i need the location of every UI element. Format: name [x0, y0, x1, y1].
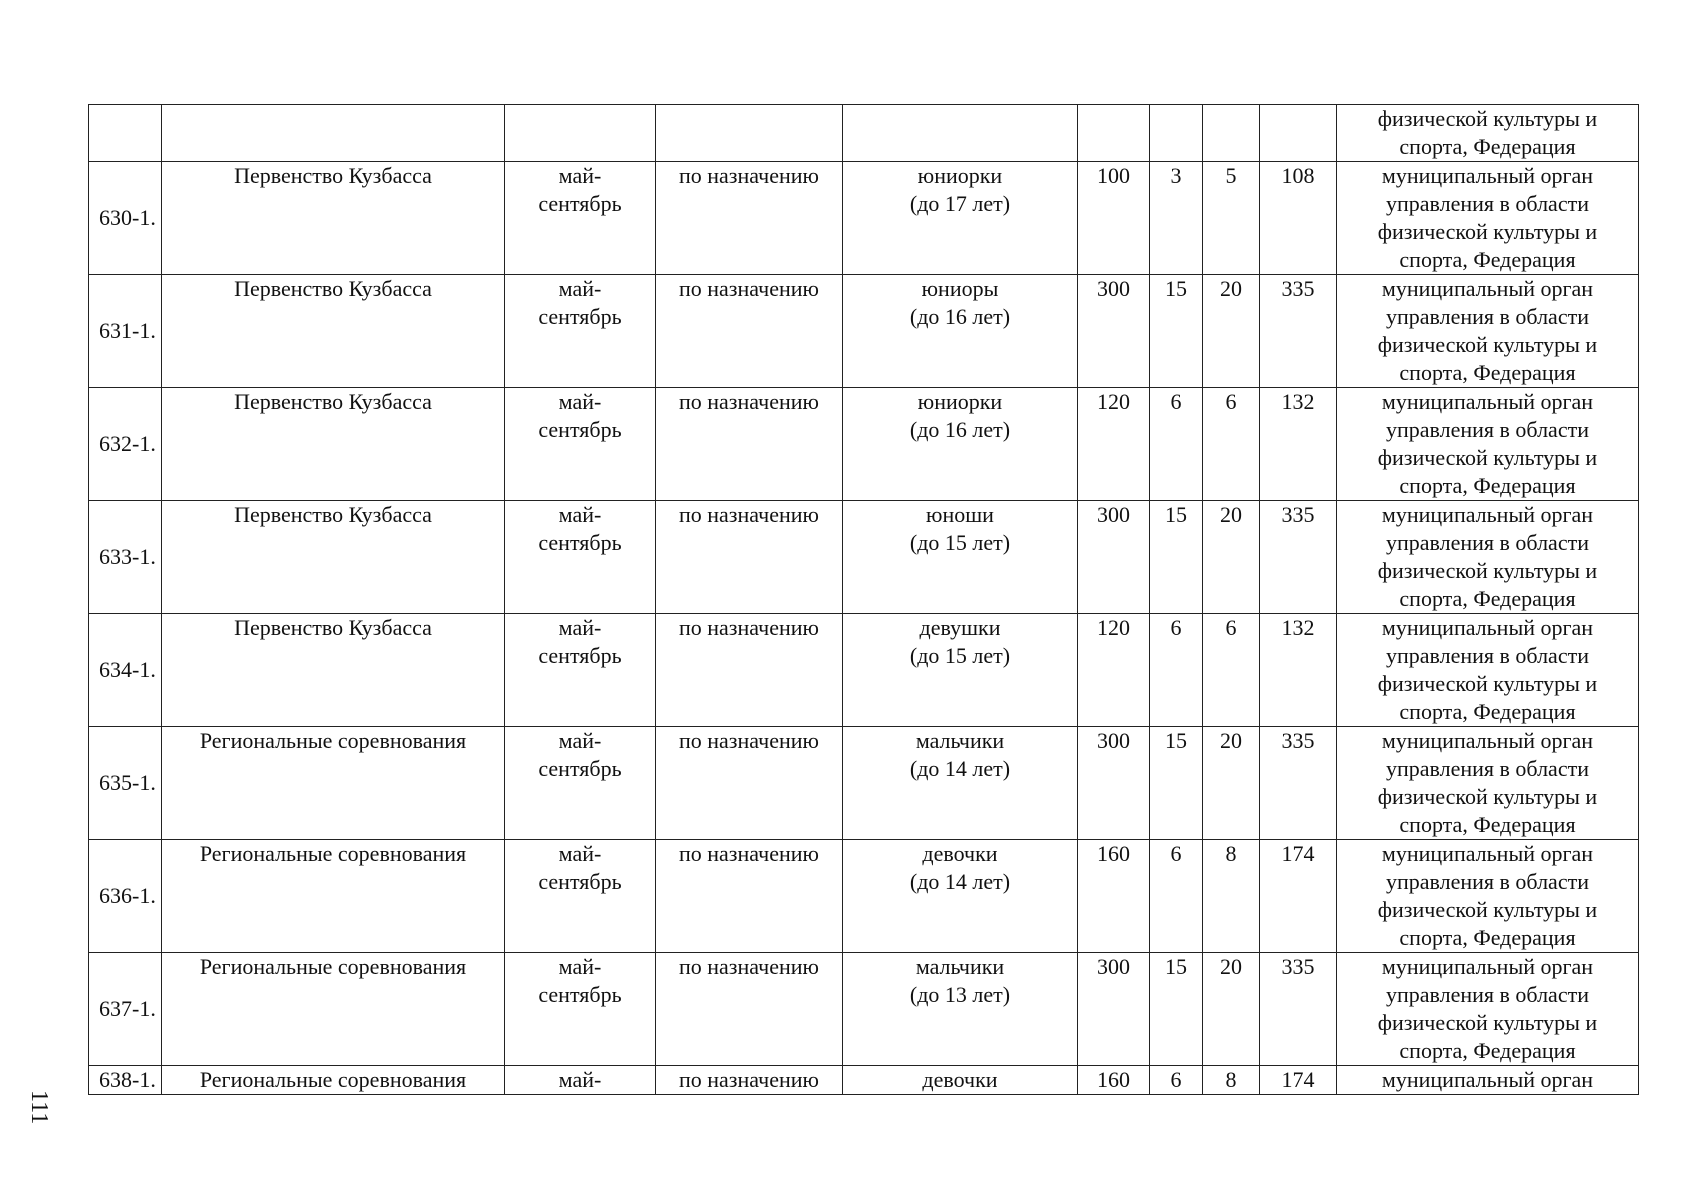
table-row: [89, 840, 1639, 953]
cell-line: юниорки: [917, 163, 1003, 188]
cell-n3: 20: [1203, 727, 1260, 840]
cell-line: управления в области: [1386, 191, 1589, 216]
cell-num: 636-1.: [89, 840, 162, 953]
cell-line: физической культуры и: [1377, 332, 1598, 357]
cell-n2: 15: [1150, 501, 1203, 614]
table-row: [89, 953, 1639, 1066]
cell-line: (до 13 лет): [909, 982, 1011, 1007]
cell-line: физической культуры и: [1377, 671, 1598, 696]
cell-name: Региональные соревнования: [162, 1066, 505, 1095]
cell-name: Первенство Кузбасса: [162, 162, 505, 275]
cell-num: 637-1.: [89, 953, 162, 1066]
document-table-wrapper: [88, 104, 1638, 1095]
cell-line: муниципальный орган: [1381, 163, 1594, 188]
cell-name: Первенство Кузбасса: [162, 275, 505, 388]
cell-n1: 300: [1078, 727, 1150, 840]
cell-num: 630-1.: [89, 162, 162, 275]
cell-dates: [505, 105, 656, 162]
cell-line: физической культуры и: [1377, 1010, 1598, 1035]
table-row: [89, 501, 1639, 614]
table-row-continuation: [89, 105, 1639, 162]
cell-line: управления в области: [1386, 869, 1589, 894]
cell-num: 632-1.: [89, 388, 162, 501]
page-number: 111: [26, 1090, 52, 1125]
cell-line: управления в области: [1386, 530, 1589, 555]
cell-line: май-: [558, 163, 602, 188]
cell-n1: 160: [1078, 1066, 1150, 1095]
cell-num: 635-1.: [89, 727, 162, 840]
cell-name: Первенство Кузбасса: [162, 388, 505, 501]
cell-line: спорта, Федерация: [1399, 1038, 1576, 1063]
cell-line: управления в области: [1386, 756, 1589, 781]
cell-organizer: [1337, 840, 1639, 953]
cell-line: (до 14 лет): [909, 756, 1011, 781]
cell-line: май-: [558, 728, 602, 753]
cell-n2: 15: [1150, 727, 1203, 840]
cell-name: Первенство Кузбасса: [162, 501, 505, 614]
cell-place: [656, 105, 843, 162]
cell-organizer: муниципальный орган: [1337, 1066, 1639, 1095]
cell-n2: [1150, 105, 1203, 162]
cell-line: сентябрь: [538, 417, 622, 442]
cell-n4: 174: [1260, 1066, 1337, 1095]
cell-line: спорта, Федерация: [1399, 925, 1576, 950]
cell-dates: [505, 727, 656, 840]
cell-n1: 120: [1078, 388, 1150, 501]
cell-name: Региональные соревнования: [162, 953, 505, 1066]
cell-line: физической культуры и: [1377, 897, 1598, 922]
cell-n3: 20: [1203, 953, 1260, 1066]
cell-num: 638-1.: [89, 1066, 162, 1095]
organizer-line: спорта, Федерация: [1399, 134, 1576, 159]
cell-line: (до 16 лет): [909, 417, 1011, 442]
cell-n4: [1260, 105, 1337, 162]
cell-line: физической культуры и: [1377, 558, 1598, 583]
cell-n1: 300: [1078, 953, 1150, 1066]
cell-dates: [505, 275, 656, 388]
cell-place: по назначению: [656, 501, 843, 614]
cell-n4: 108: [1260, 162, 1337, 275]
cell-n3: 8: [1203, 840, 1260, 953]
cell-line: (до 15 лет): [909, 530, 1011, 555]
cell-participants: [843, 727, 1078, 840]
cell-n2: 6: [1150, 1066, 1203, 1095]
cell-line: спорта, Федерация: [1399, 812, 1576, 837]
cell-place: по назначению: [656, 614, 843, 727]
cell-line: спорта, Федерация: [1399, 247, 1576, 272]
cell-n2: 15: [1150, 275, 1203, 388]
cell-n1: 160: [1078, 840, 1150, 953]
cell-n2: 3: [1150, 162, 1203, 275]
cell-line: май-: [558, 502, 602, 527]
table-row: [89, 275, 1639, 388]
cell-line: управления в области: [1386, 304, 1589, 329]
cell-n3: 8: [1203, 1066, 1260, 1095]
cell-n4: 335: [1260, 953, 1337, 1066]
cell-line: сентябрь: [538, 869, 622, 894]
cell-organizer: [1337, 614, 1639, 727]
cell-name: Первенство Кузбасса: [162, 614, 505, 727]
cell-participants: [843, 501, 1078, 614]
cell-line: муниципальный орган: [1381, 954, 1594, 979]
cell-line: муниципальный орган: [1381, 841, 1594, 866]
cell-line: муниципальный орган: [1381, 276, 1594, 301]
table-row: [89, 727, 1639, 840]
cell-organizer: [1337, 275, 1639, 388]
cell-place: по назначению: [656, 1066, 843, 1095]
table-row: [89, 614, 1639, 727]
cell-name: Региональные соревнования: [162, 727, 505, 840]
cell-participants: [843, 105, 1078, 162]
cell-line: сентябрь: [538, 756, 622, 781]
cell-line: (до 14 лет): [909, 869, 1011, 894]
cell-dates: [505, 162, 656, 275]
cell-line: девочки: [922, 841, 998, 866]
cell-line: муниципальный орган: [1381, 389, 1594, 414]
cell-n1: 100: [1078, 162, 1150, 275]
cell-n1: 300: [1078, 275, 1150, 388]
cell-line: май-: [558, 389, 602, 414]
cell-n3: 6: [1203, 614, 1260, 727]
cell-participants: [843, 275, 1078, 388]
cell-line: сентябрь: [538, 304, 622, 329]
cell-place: по назначению: [656, 388, 843, 501]
cell-line: сентябрь: [538, 191, 622, 216]
cell-line: девушки: [919, 615, 1001, 640]
cell-line: мальчики: [915, 954, 1005, 979]
cell-organizer: [1337, 162, 1639, 275]
cell-participants: [843, 162, 1078, 275]
table-row: [89, 388, 1639, 501]
cell-n3: 6: [1203, 388, 1260, 501]
cell-place: по назначению: [656, 275, 843, 388]
cell-line: физической культуры и: [1377, 445, 1598, 470]
cell-line: физической культуры и: [1377, 784, 1598, 809]
cell-line: управления в области: [1386, 982, 1589, 1007]
cell-participants: [843, 840, 1078, 953]
cell-line: спорта, Федерация: [1399, 473, 1576, 498]
cell-n4: 132: [1260, 614, 1337, 727]
cell-line: май-: [558, 954, 602, 979]
cell-dates: [505, 501, 656, 614]
cell-line: (до 15 лет): [909, 643, 1011, 668]
cell-organizer: [1337, 501, 1639, 614]
cell-place: по назначению: [656, 953, 843, 1066]
cell-n2: 6: [1150, 840, 1203, 953]
cell-line: юноши: [926, 502, 994, 527]
cell-line: (до 17 лет): [909, 191, 1011, 216]
cell-n4: 335: [1260, 501, 1337, 614]
cell-dates: май-: [505, 1066, 656, 1095]
cell-line: управления в области: [1386, 417, 1589, 442]
cell-line: спорта, Федерация: [1399, 699, 1576, 724]
cell-line: мальчики: [915, 728, 1005, 753]
cell-line: спорта, Федерация: [1399, 586, 1576, 611]
cell-num: [89, 105, 162, 162]
cell-participants: девочки: [843, 1066, 1078, 1095]
cell-line: юниорки: [917, 389, 1003, 414]
cell-num: 633-1.: [89, 501, 162, 614]
cell-dates: [505, 614, 656, 727]
cell-line: муниципальный орган: [1381, 728, 1594, 753]
cell-participants: [843, 953, 1078, 1066]
cell-line: юниоры: [921, 276, 999, 301]
cell-n3: 20: [1203, 275, 1260, 388]
cell-line: спорта, Федерация: [1399, 360, 1576, 385]
cell-line: сентябрь: [538, 643, 622, 668]
table-body: [89, 105, 1639, 1095]
cell-n2: 6: [1150, 614, 1203, 727]
cell-n3: 5: [1203, 162, 1260, 275]
cell-line: муниципальный орган: [1381, 615, 1594, 640]
cell-n4: 335: [1260, 727, 1337, 840]
cell-organizer: [1337, 388, 1639, 501]
cell-line: май-: [558, 276, 602, 301]
cell-n1: [1078, 105, 1150, 162]
cell-participants: [843, 614, 1078, 727]
cell-participants: [843, 388, 1078, 501]
cell-name: Региональные соревнования: [162, 840, 505, 953]
cell-n3: 20: [1203, 501, 1260, 614]
cell-num: 634-1.: [89, 614, 162, 727]
cell-n1: 300: [1078, 501, 1150, 614]
cell-line: май-: [558, 841, 602, 866]
table-row-last: [89, 1066, 1639, 1095]
cell-line: сентябрь: [538, 530, 622, 555]
cell-line: муниципальный орган: [1381, 502, 1594, 527]
cell-name: [162, 105, 505, 162]
table-row: [89, 162, 1639, 275]
cell-dates: [505, 388, 656, 501]
organizer-line: физической культуры и: [1377, 106, 1598, 131]
cell-num: 631-1.: [89, 275, 162, 388]
cell-organizer: [1337, 105, 1639, 162]
cell-n2: 15: [1150, 953, 1203, 1066]
cell-n4: 174: [1260, 840, 1337, 953]
cell-n4: 132: [1260, 388, 1337, 501]
cell-organizer: [1337, 727, 1639, 840]
cell-organizer: [1337, 953, 1639, 1066]
cell-line: управления в области: [1386, 643, 1589, 668]
cell-n1: 120: [1078, 614, 1150, 727]
cell-line: физической культуры и: [1377, 219, 1598, 244]
cell-place: по назначению: [656, 162, 843, 275]
competitions-table: [88, 104, 1639, 1095]
cell-place: по назначению: [656, 840, 843, 953]
cell-n4: 335: [1260, 275, 1337, 388]
cell-n3: [1203, 105, 1260, 162]
cell-line: (до 16 лет): [909, 304, 1011, 329]
cell-line: сентябрь: [538, 982, 622, 1007]
cell-dates: [505, 953, 656, 1066]
cell-dates: [505, 840, 656, 953]
cell-line: май-: [558, 615, 602, 640]
cell-n2: 6: [1150, 388, 1203, 501]
cell-place: по назначению: [656, 727, 843, 840]
